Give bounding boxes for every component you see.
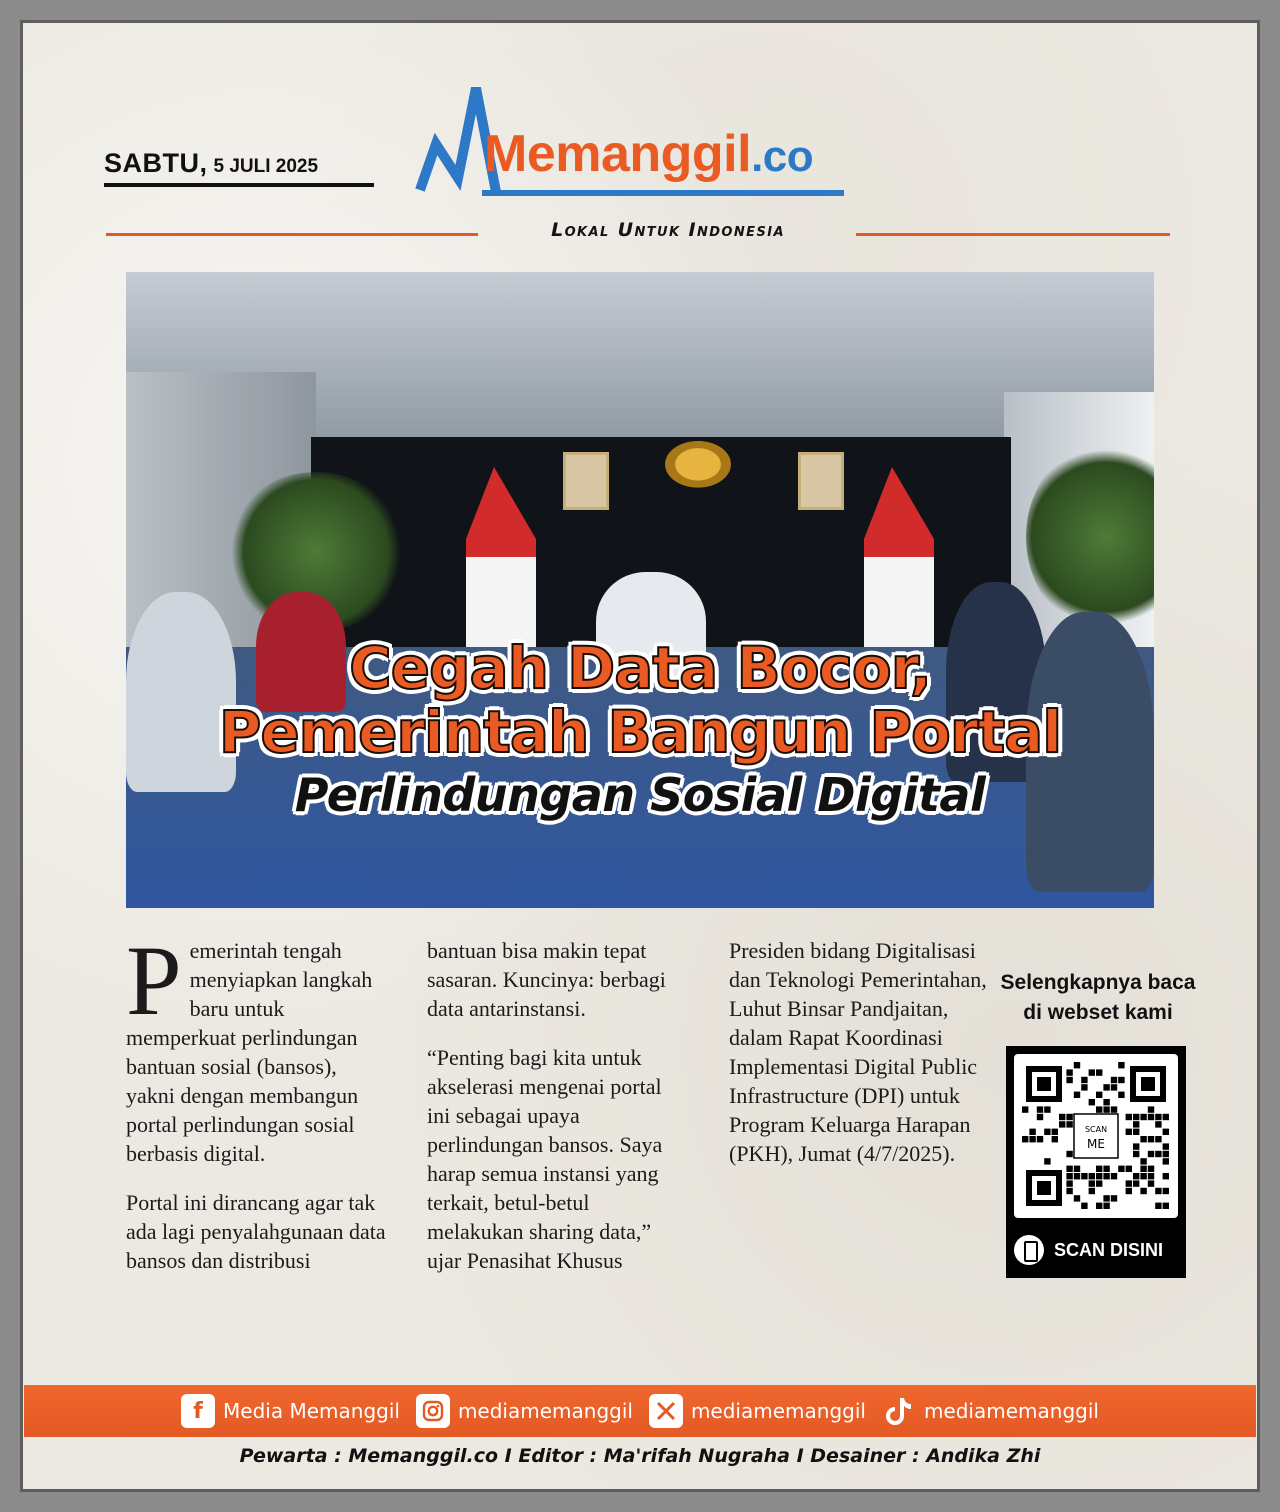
headline-line-1: Cegah Data Bocor, [349, 634, 931, 702]
publication-date [104, 148, 374, 187]
date-value: 5 JULI 2025 [213, 156, 319, 177]
paragraph-text: emerintah tengah menyiapkan langkah baru untuk memperkuat perlindungan bantuan sosial (bansos), yakni dengan membangun portal perlindungan sosial berbasis digital. [126, 938, 373, 1166]
tagline: Lokal Untuk Indonesia [551, 219, 785, 241]
qr-code[interactable] [1014, 1054, 1178, 1218]
logo-wordmark [484, 124, 813, 184]
article-column-3 [729, 936, 989, 1188]
phone-icon [1014, 1235, 1044, 1265]
facebook-icon: f [181, 1394, 215, 1428]
article-paragraph: “Penting bagi kita untuk akselerasi mengenai portal ini sebagai upaya perlindungan bansos. Saya harap semua instansi yang terkait, betul-betul melakukan sharing data,” ujar Penasihat Khusus [427, 1045, 663, 1273]
tiktok-handle: mediamemanggil [923, 1399, 1099, 1423]
social-media-bar [24, 1385, 1256, 1437]
site-logo[interactable] [414, 82, 854, 208]
portrait-frame-right [798, 452, 844, 510]
scan-label: SCAN DISINI [1054, 1239, 1164, 1260]
qr-caption [976, 968, 1220, 1028]
article-column-2 [427, 936, 687, 1295]
garuda-emblem-icon [656, 440, 740, 494]
headline-line-2: Pemerintah Bangun Portal [218, 698, 1062, 766]
qr-caption-line-1: Selengkapnya baca [1000, 971, 1196, 994]
drop-cap: P [126, 925, 182, 1036]
article-column-1 [126, 925, 386, 1295]
logo-main-text: Memanggil [484, 125, 752, 183]
article-paragraph: Portal ini dirancang agar tak ada lagi penyalahgunaan data bansos dan distribusi [126, 1190, 386, 1273]
facebook-handle: Media Memanggil [223, 1399, 400, 1423]
tiktok-icon [882, 1394, 916, 1428]
scan-here-bar[interactable] [1006, 1230, 1186, 1270]
qr-center-bottom: ME [1087, 1137, 1105, 1151]
qr-code-icon [1014, 1054, 1178, 1218]
logo-domain-text: .co [751, 132, 814, 181]
article-paragraph: Presiden bidang Digitalisasi dan Teknologi Pemerintahan, Luhut Binsar Pandjaitan, dalam Rapat Koordinasi Implementasi Digital Public Infrastructure (DPI) untuk Program Keluarga Harapan (PKH), Jumat (4/7/2025). [729, 938, 987, 1166]
social-tiktok[interactable] [882, 1394, 1099, 1428]
tagline-rule-right [856, 233, 1170, 236]
headline-subtitle: Perlindungan Sosial Digital [294, 768, 986, 822]
x-icon [649, 1394, 683, 1428]
headline-block [126, 636, 1154, 824]
portrait-frame-left [563, 452, 609, 510]
article-paragraph [126, 925, 386, 1168]
qr-code-card[interactable] [1006, 1046, 1186, 1278]
x-handle: mediamemanggil [690, 1399, 866, 1423]
article-paragraph: bantuan bisa makin tepat sasaran. Kuncinya: berbagi data antarinstansi. [427, 938, 666, 1021]
qr-caption-line-2: di webset kami [1023, 1001, 1173, 1024]
tagline-rule-left [106, 233, 478, 236]
credits-line: Pewarta : Memanggil.co I Editor : Ma'rifah Nugraha I Desainer : Andika Zhi [239, 1445, 1041, 1467]
instagram-icon [416, 1394, 450, 1428]
instagram-handle: mediamemanggil [457, 1399, 633, 1423]
date-day: SABTU, [104, 148, 208, 178]
social-instagram[interactable] [416, 1394, 633, 1428]
social-x[interactable] [649, 1394, 866, 1428]
social-facebook[interactable] [181, 1394, 400, 1428]
qr-center-top: SCAN [1084, 1125, 1108, 1134]
